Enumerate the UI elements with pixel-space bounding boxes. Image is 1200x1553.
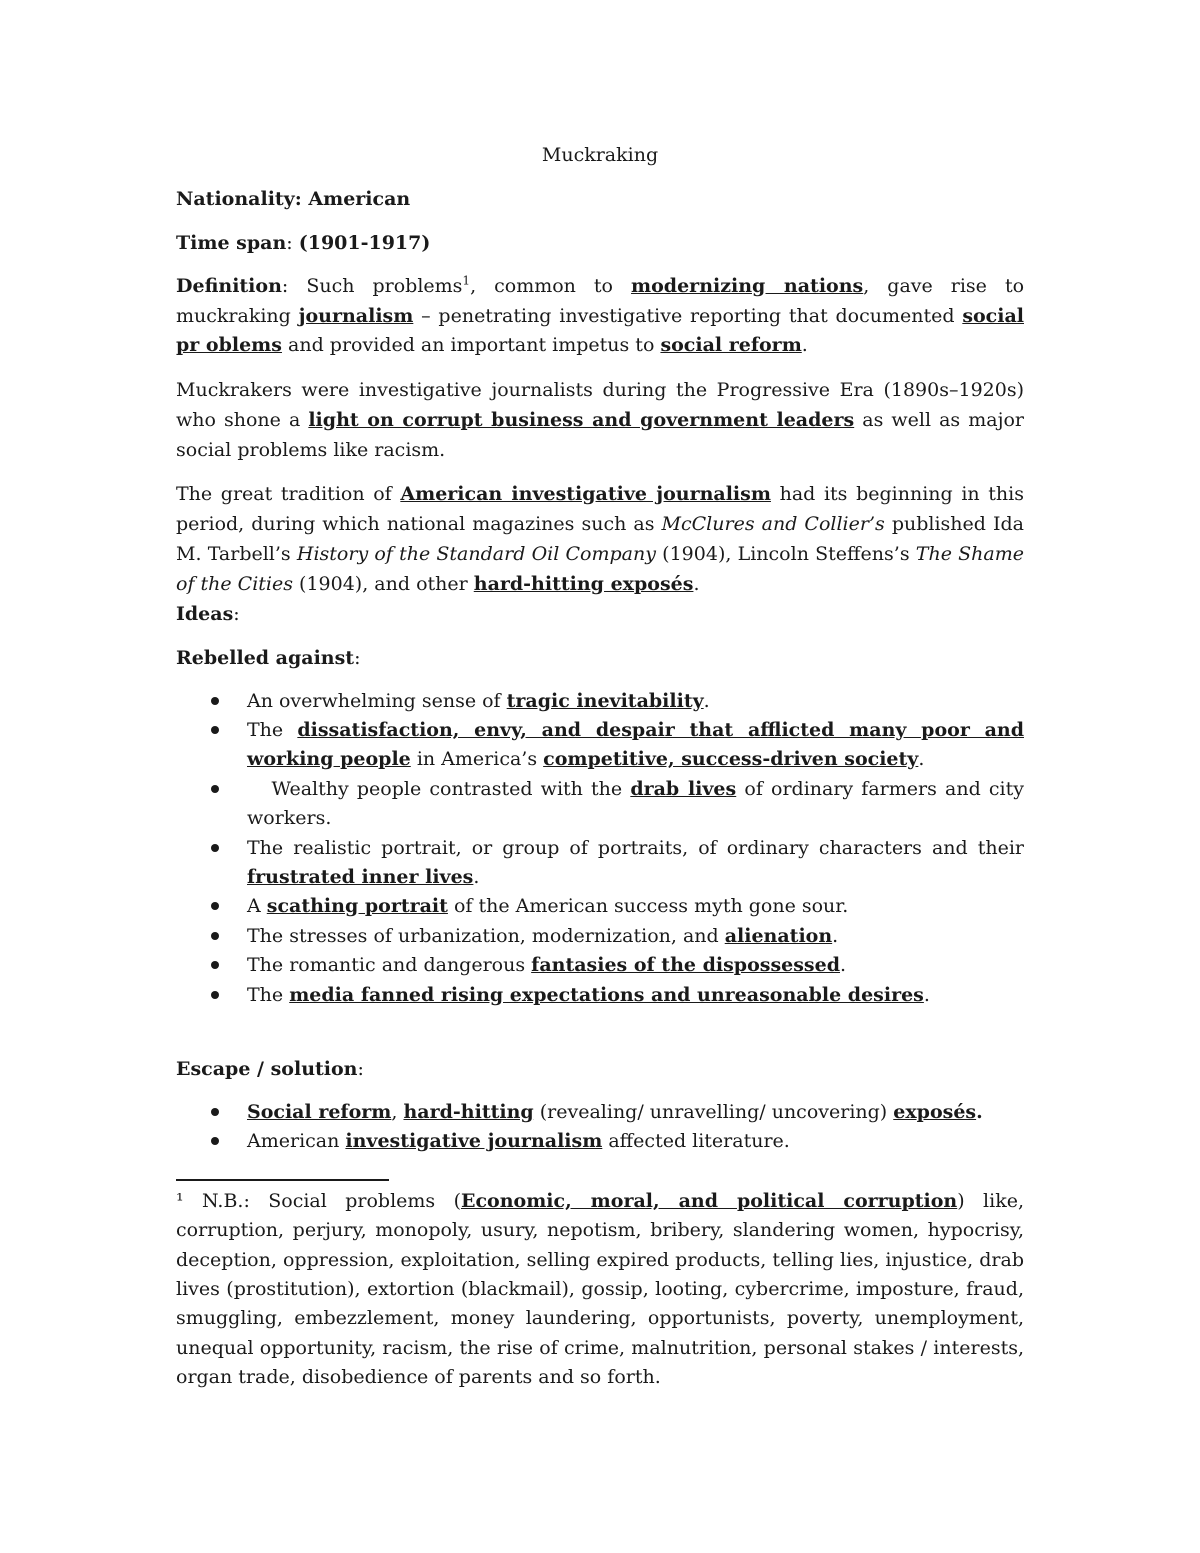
definition-emphasis: social reform — [660, 334, 802, 356]
item-text: of the American success myth gone sour. — [447, 895, 849, 918]
ideas-label: Ideas — [176, 602, 234, 625]
item-text: The romantic and dangerous — [247, 954, 532, 977]
item-text: The stresses of urbanization, modernization, and — [247, 924, 725, 947]
magazine-names: McClures and Collier’s — [661, 512, 885, 535]
time-span-value: (1901-1917) — [298, 232, 431, 254]
list-item — [176, 834, 1024, 893]
item-emphasis: hard-hitting — [403, 1100, 534, 1123]
footnote-separator — [176, 1179, 389, 1181]
document-title: Muckraking — [541, 144, 659, 166]
rebelled-heading — [176, 643, 1024, 673]
definition-text: – penetrating investigative reporting that documented — [413, 304, 963, 327]
definition-text: and provided an important impetus to — [281, 334, 661, 356]
muckrakers-paragraph — [176, 375, 1024, 465]
definition-emphasis: journalism — [298, 304, 414, 327]
item-text: . — [473, 865, 480, 888]
bullet-icon — [211, 1137, 219, 1145]
item-emphasis: alienation — [724, 924, 833, 947]
definition-text: : Such problems — [281, 275, 463, 297]
footnote-text: ) like, corruption, perjury, monopoly, usury, nepotism, bribery, slandering women, hypocrisy, deception, oppression, exploitation, selling expired products, telling lies, injustice, drab lives (prostitution), extortion (blackmail), gossip, looting, cybercrime, imposture, fraud, smuggling, embezzlement, money laundering, opportunists, poverty, unemployment, unequal opportunity, racism, the rise of crime, malnutrition, personal stakes / interests, organ trade, disobedience of parents and so forth. — [176, 1189, 1025, 1389]
bullet-icon — [211, 726, 219, 734]
list-item — [176, 1098, 1024, 1127]
list-item — [176, 922, 1024, 951]
book-title: History of the Standard Oil Company — [296, 542, 656, 565]
item-text: Wealthy people contrasted with the — [247, 777, 631, 800]
definition-label: Definition — [176, 275, 282, 297]
item-text: , — [391, 1100, 404, 1123]
paragraph-text: The great tradition of — [176, 482, 401, 505]
time-span-label: Time span — [176, 232, 287, 254]
item-text: . — [840, 954, 847, 977]
item-text: . — [918, 748, 925, 771]
footnote-mark: ¹ N.B. — [176, 1189, 244, 1212]
item-text: The — [247, 983, 290, 1006]
spacer — [176, 1024, 1024, 1054]
list-item — [176, 687, 1024, 716]
list-item — [176, 1127, 1024, 1156]
definition-emphasis: modernizing nations — [631, 275, 864, 297]
item-emphasis: scathing portrait — [266, 895, 448, 918]
paragraph-emphasis: American investigative journalism — [400, 482, 771, 505]
list-item — [176, 892, 1024, 921]
book-title: The Shame of the Cities — [176, 542, 1024, 595]
paragraph-emphasis: hard-hitting exposés — [473, 572, 694, 595]
item-emphasis: exposés — [893, 1100, 977, 1123]
definition-text: , common to — [470, 275, 632, 297]
item-emphasis: drab lives — [630, 777, 737, 800]
bullet-icon — [211, 991, 219, 999]
item-emphasis: investigative journalism — [345, 1130, 603, 1153]
definition-paragraph — [176, 272, 1024, 361]
item-text: . — [703, 689, 710, 712]
bullet-icon — [211, 932, 219, 940]
rebelled-list — [176, 687, 1031, 1010]
paragraph-text: . — [693, 572, 700, 595]
bullet-icon — [211, 697, 219, 705]
rebelled-colon: : — [354, 646, 361, 669]
time-span-sep: : — [286, 232, 299, 254]
item-emphasis: Social reform — [247, 1100, 392, 1123]
item-text: of ordinary farmers and city workers. — [247, 777, 1031, 830]
bullet-icon — [211, 785, 219, 793]
footnote-ref: 1 — [462, 273, 471, 288]
item-text: The realistic portrait, or group of portraits, of ordinary characters and their — [247, 836, 1024, 859]
item-text: . — [923, 983, 930, 1006]
definition-emphasis: social pr oblems — [176, 304, 1024, 356]
paragraph-text: (1904), Lincoln Steffens’s — [655, 542, 916, 565]
tradition-paragraph — [176, 479, 1024, 599]
item-text: (revealing/ unravelling/ uncovering) — [533, 1100, 894, 1123]
list-item — [176, 775, 1031, 834]
item-emphasis: fantasies of the dispossessed — [531, 954, 841, 977]
item-text: . — [832, 924, 839, 947]
paragraph-text: had its beginning in this period, during which national magazines such as — [176, 482, 1024, 535]
item-emphasis: dissatisfaction, envy, and despair that afflicted many poor and working people — [247, 718, 1024, 771]
item-text: An overwhelming sense of — [247, 689, 507, 712]
list-item — [176, 716, 1024, 775]
escape-list — [176, 1098, 1024, 1157]
item-text: The — [247, 718, 298, 741]
ideas-colon: : — [233, 602, 240, 625]
escape-label: Escape / solution — [176, 1057, 358, 1080]
rebelled-label: Rebelled against — [176, 646, 355, 669]
bullet-icon — [211, 844, 219, 852]
bullet-icon — [211, 1108, 219, 1116]
list-item — [176, 951, 1024, 980]
escape-colon: : — [357, 1057, 364, 1080]
item-emphasis: tragic inevitability — [506, 689, 704, 712]
definition-text: , gave rise to muckraking — [176, 275, 1025, 327]
item-text: American — [247, 1130, 346, 1153]
paragraph-text: as well as major social problems like racism. — [176, 408, 1024, 461]
item-text: . — [976, 1100, 983, 1123]
item-emphasis: frustrated inner lives — [247, 865, 474, 888]
item-text: in America’s — [410, 748, 544, 771]
item-emphasis: competitive, success-driven society — [543, 748, 919, 771]
nationality-label: Nationality: American — [176, 188, 411, 210]
definition-text: . — [801, 334, 808, 356]
nationality-line — [176, 184, 1024, 214]
footnote — [176, 1187, 1024, 1393]
paragraph-text: Muckrakers were investigative journalists during the Progressive Era (1890s–1920s) who shone a — [176, 378, 1024, 431]
time-span-line — [176, 228, 1024, 258]
item-text: A — [247, 895, 267, 918]
footnote-emphasis: Economic, moral, and political corruption — [460, 1189, 958, 1212]
ideas-heading — [176, 599, 1024, 629]
document-page — [176, 140, 1031, 1393]
footnote-text: : Social problems ( — [243, 1189, 461, 1212]
escape-heading — [176, 1054, 1024, 1084]
item-text: affected literature. — [602, 1130, 790, 1153]
bullet-icon — [211, 961, 219, 969]
bullet-icon — [211, 902, 219, 910]
paragraph-text: published Ida M. Tarbell’s — [176, 512, 1025, 565]
item-emphasis: media fanned rising expectations and unreasonable desires — [289, 983, 924, 1006]
paragraph-emphasis: light on corrupt business and government leaders — [308, 408, 855, 431]
paragraph-text: (1904), and other — [293, 572, 474, 595]
list-item — [176, 981, 1024, 1010]
